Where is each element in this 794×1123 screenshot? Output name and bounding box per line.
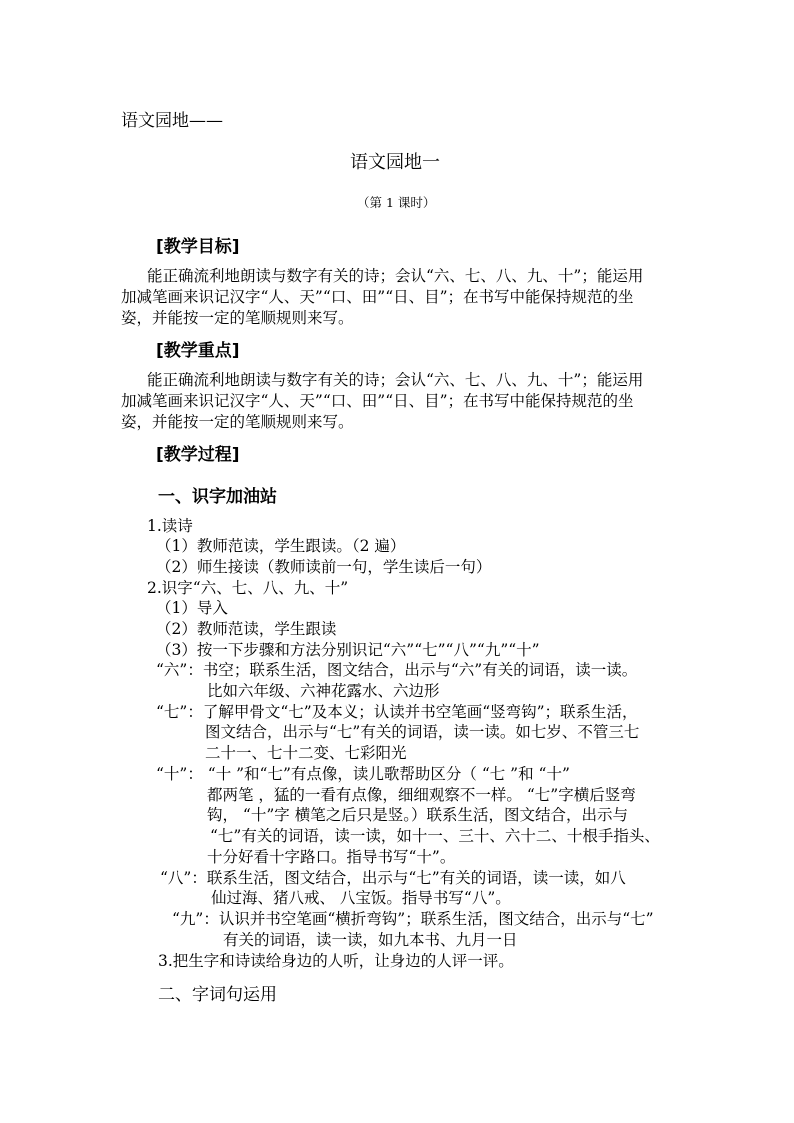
process-line: “九”：认识并书空笔画“横折弯钩”；联系生活，图文结合，出示与“七” <box>172 910 654 928</box>
process-line: 3.把生字和诗读给身边的人听，让身边的人评一评。 <box>158 952 514 970</box>
process-line: （1）导入 <box>156 599 228 617</box>
process-line: “六”：书空；联系生活，图文结合，出示与“六”有关的词语，读一读。 <box>156 661 638 679</box>
process-heading: [教学过程] <box>156 445 240 465</box>
running-title: 语文园地—— <box>121 111 223 131</box>
process-line: “十”： “十 ”和“七”有点像，读儿歌帮助区分（ “七 ”和 “十” <box>156 765 570 783</box>
lesson-title: 语文园地一 <box>350 152 440 173</box>
process-line: 有关的词语，读一读，如九本书、九月一日 <box>223 931 518 949</box>
section1-heading: 一、识字加油站 <box>158 487 277 507</box>
key-points-line: 加减笔画来识记汉字“人、天”“口、田”“日、目”；在书写中能保持规范的坐 <box>121 392 634 410</box>
lesson-period: （第 1 课时） <box>357 195 436 210</box>
key-points-line: 姿，并能按一定的笔顺规则来写。 <box>121 413 354 431</box>
process-line: 二十一、七十二变、七彩阳光 <box>205 744 407 762</box>
process-line: 钩， “十”字 横笔之后只是竖。）联系生活，图文结合，出示与 <box>207 806 628 824</box>
objectives-line: 姿，并能按一定的笔顺规则来写。 <box>121 309 354 327</box>
process-line: 比如六年级、六神花露水、六边形 <box>207 682 440 700</box>
key-points-heading: [教学重点] <box>156 341 240 361</box>
process-line: “八”：联系生活，图文结合，出示与“七”有关的词语，读一读，如八 <box>160 869 626 887</box>
process-line: （2）师生接读（教师读前一句，学生读后一句） <box>156 558 492 576</box>
objectives-line: 加减笔画来识记汉字“人、天”“口、田”“日、目”；在书写中能保持规范的坐 <box>121 288 634 306</box>
process-line: 2.识字“六、七、八、九、十” <box>147 579 349 597</box>
process-line: （3）按一下步骤和方法分别识记“六”“七”“八”“九”“十” <box>156 641 540 659</box>
section2-heading: 二、字词句运用 <box>158 985 277 1005</box>
process-line: 仙过海、猪八戒、 八宝饭。指导书写“八”。 <box>211 889 511 907</box>
process-line: （2）教师范读，学生跟读 <box>156 620 337 638</box>
process-line: 1.读诗 <box>147 517 193 535</box>
objectives-line: 能正确流利地朗读与数字有关的诗；会认“六、七、八、九、十”；能运用 <box>147 267 644 285</box>
process-line: 十分好看十字路口。指导书写“十”。 <box>207 848 456 866</box>
key-points-line: 能正确流利地朗读与数字有关的诗；会认“六、七、八、九、十”；能运用 <box>147 371 644 389</box>
process-line: 图文结合，出示与“七”有关的词语，读一读。如七岁、不管三七 <box>205 723 640 741</box>
process-line: “七”有关的词语，读一读，如十一、三十、六十二、十根手指头、 <box>210 827 660 845</box>
process-line: 都两笔 ，猛的一看有点像，细细观察不一样。 “七”字横后竖弯 <box>207 786 636 804</box>
objectives-heading: [教学目标] <box>156 237 240 257</box>
process-line: “七”：了解甲骨文“七”及本义；认读并书空笔画“竖弯钩”；联系生活， <box>156 703 638 721</box>
process-line: （1）教师范读，学生跟读。（2 遍） <box>156 537 406 555</box>
